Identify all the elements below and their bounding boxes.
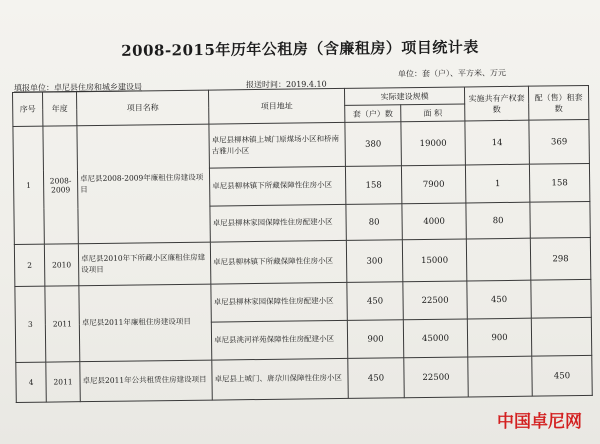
cell-year: 2011	[46, 362, 80, 402]
cell-address: 卓尼县上城门、唐尕川保障性住房小区	[212, 358, 348, 400]
cell-units: 900	[347, 320, 403, 359]
report-time: 报送时间：2019.4.10	[245, 79, 327, 90]
cell-sale: 298	[530, 237, 591, 280]
cell-year: 2008-2009	[43, 126, 78, 244]
cell-units: 380	[345, 122, 402, 167]
table-row	[13, 119, 589, 170]
cell-shared	[466, 238, 531, 281]
filing-unit: 填报单位：卓尼县住房和城乡建设局	[13, 82, 143, 93]
cell-shared	[468, 356, 532, 397]
table-row	[16, 355, 592, 402]
cell-units: 300	[346, 240, 403, 283]
cell-year: 2011	[45, 286, 80, 362]
cell-address: 卓尼县柳林镇上城门原煤场小区和桥南古雅川小区	[209, 122, 346, 168]
unit-label: 单位：套（户）、平方米、万元	[397, 68, 507, 79]
header-no: 序号	[13, 92, 43, 126]
header-scale: 实际建设规模	[344, 87, 464, 105]
cell-address: 卓尼县柳林家园保障性住房配建小区	[210, 204, 346, 242]
cell-year: 2010	[44, 244, 79, 286]
cell-shared: 14	[465, 120, 530, 165]
cell-shared: 1	[465, 164, 529, 203]
cell-project-name: 卓尼县2010年下所藏小区廉租住房建设项目	[78, 242, 211, 286]
cell-sale	[531, 317, 591, 356]
header-shared: 实施共有产权套数	[464, 86, 528, 121]
cell-address: 卓尼县柳林镇下所藏保障性住房小区	[210, 240, 347, 284]
cell-no: 3	[15, 286, 46, 362]
cell-address: 卓尼县柳林家园保障性住房配建小区	[211, 282, 347, 322]
cell-area: 22500	[404, 357, 468, 398]
cell-sale	[530, 201, 590, 238]
cell-units: 450	[347, 282, 403, 321]
cell-project-name: 卓尼县2011年公共租赁住房建设项目	[80, 360, 212, 402]
cell-area: 4000	[402, 203, 466, 240]
cell-address: 卓尼县洮河祥苑保障性住房配建小区	[211, 320, 347, 360]
header-address: 项目地址	[208, 88, 344, 124]
header-area: 面 积	[401, 104, 465, 122]
header-sale: 配（售）租套数	[528, 85, 588, 120]
cell-shared: 900	[467, 318, 531, 357]
cell-no: 1	[13, 126, 44, 244]
cell-area: 19000	[401, 121, 466, 166]
cell-sale: 450	[532, 355, 592, 396]
cell-sale: 158	[529, 163, 589, 202]
table-row	[14, 237, 590, 286]
cell-area: 45000	[403, 319, 467, 358]
statistics-table	[12, 85, 593, 403]
cell-sale: 369	[529, 119, 590, 164]
header-name: 项目名称	[77, 90, 209, 126]
cell-project-name: 卓尼县2008-2009年廉租住房建设项目	[77, 124, 210, 244]
cell-shared: 80	[466, 202, 530, 239]
cell-no: 4	[16, 362, 46, 402]
cell-area: 15000	[402, 239, 467, 282]
header-units: 套（户）数	[345, 105, 401, 123]
cell-no: 2	[14, 244, 45, 286]
header-year: 年度	[43, 92, 77, 126]
cell-project-name: 卓尼县2011年廉租住房建设项目	[79, 284, 212, 362]
cell-area: 7900	[401, 165, 465, 204]
cell-sale	[531, 279, 591, 318]
cell-units: 450	[348, 358, 404, 399]
cell-units: 158	[345, 166, 401, 205]
cell-shared: 450	[467, 280, 531, 319]
cell-address: 卓尼县柳林镇下所藏保障性住房小区	[209, 166, 345, 206]
cell-area: 22500	[403, 281, 467, 320]
cell-units: 80	[346, 204, 402, 241]
document-title: 2008-2015年历年公租房（含廉租房）项目统计表	[121, 38, 479, 60]
site-watermark: 中国卓尼网	[497, 412, 582, 432]
